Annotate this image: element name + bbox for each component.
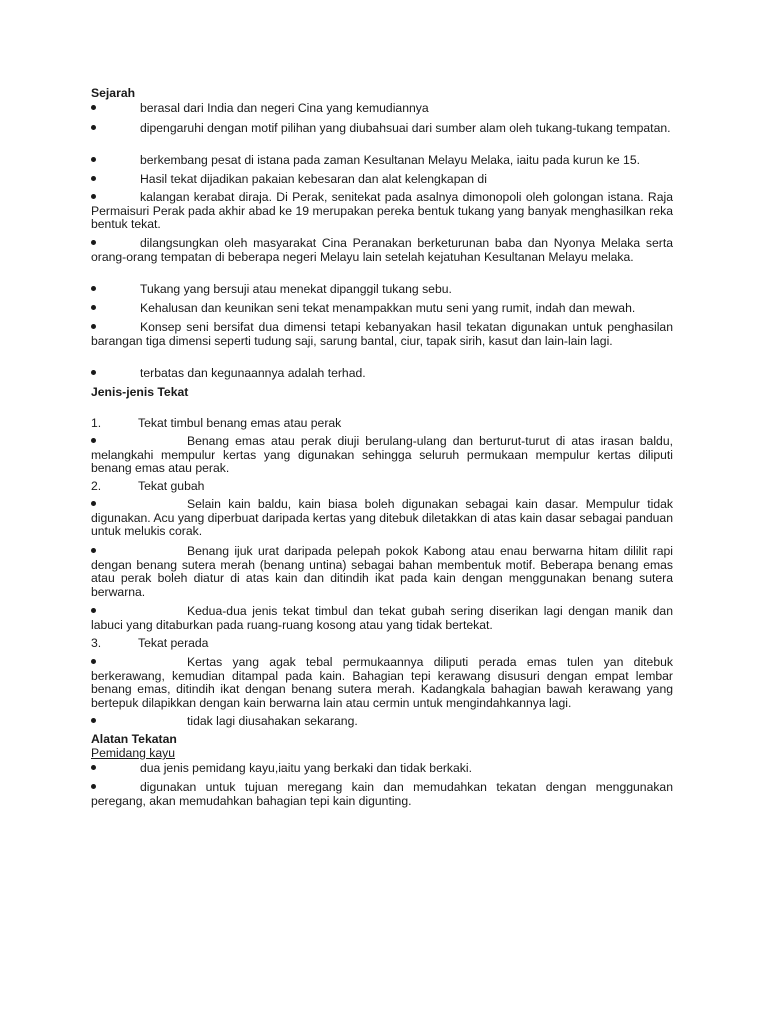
bullet-icon [91,105,96,110]
bullet-icon [91,718,96,723]
numbered-heading: 3. Tekat perada [91,636,209,650]
list-item: Kedua-dua jenis tekat timbul dan tekat gubah sering diserikan lagi dengan manik dan labuci yang ditaburkan pada ruang-ruang kosong atau yang tidak bertekat. [91,604,673,632]
list-item: Benang ijuk urat daripada pelepah pokok Kabong atau enau berwarna hitam dililit rapi dengan benang sutera merah (benang untina) sebagai bahan membentuk motif. Beberapa benang emas atau perak boleh diatur di atas kain dan ditindih ikat pada kain dengan menggunakan benang sutera berwarna. [91,544,673,599]
list-item: dua jenis pemidang kayu,iaitu yang berkaki dan tidak berkaki. [91,762,673,776]
list-item: Benang emas atau perak diuji berulang-ulang dan berturut-turut di atas irasan baldu, melangkahi mempulur kertas yang digunakan sehingga seluruh permukaan mempulur kertas diliputi benang emas atau perak. [91,434,673,476]
list-item: Konsep seni bersifat dua dimensi tetapi kebanyakan hasil tekatan digunakan untuk penghasilan barangan tiga dimensi seperti tudung saji, sarung bantal, ciur, tapak sirih, kasut dan lain-lain lagi. [91,320,673,348]
bullet-icon [91,438,96,443]
subsection-title-pemidang-kayu: Pemidang kayu [91,746,176,760]
list-item: Kehalusan dan keunikan seni tekat menampakkan mutu seni yang rumit, indah dan mewah. [91,302,673,316]
list-item: dipengaruhi dengan motif pilihan yang diubahsuai dari sumber alam oleh tukang-tukang tempatan. [91,122,673,136]
list-item: kalangan kerabat diraja. Di Perak, senitekat pada asalnya dimonopoli oleh golongan istana. Raja Permaisuri Perak pada akhir abad ke 19 merupakan pereka bentuk tukang yang banyak menghasilkan reka bentuk tekat. [91,190,673,232]
list-item: Kertas yang agak tebal permukaannya diliputi perada emas tulen yan ditebuk berkerawang, kemudian ditampal pada kain. Bahagian tepi kerawang disusuri dengan empat lembar benang emas, ditindih ikat dengan benang sutera merah. Kadangkala bahagian bawah kerawang yang bertepuk dilapikkan dengan kain berwarna lain atau cermin untuk mengindahkannya lagi. [91,655,673,710]
section-title-sejarah: Sejarah [91,86,136,100]
list-item: tidak lagi diusahakan sekarang. [91,715,673,729]
list-item: berasal dari India dan negeri Cina yang kemudiannya [91,102,673,116]
list-item: berkembang pesat di istana pada zaman Kesultanan Melayu Melaka, iaitu pada kurun ke 15. [91,154,673,168]
bullet-icon [91,176,96,181]
list-item: Hasil tekat dijadikan pakaian kebesaran dan alat kelengkapan di [91,173,673,187]
bullet-icon [91,240,96,245]
bullet-icon [91,305,96,310]
bullet-icon [91,324,96,329]
list-item: dilangsungkan oleh masyarakat Cina Peranakan berketurunan baba dan Nyonya Melaka serta orang-orang tempatan di beberapa negeri Melayu lain setelah kejatuhan Kesultanan Melayu melaka. [91,236,673,264]
list-item: Selain kain baldu, kain biasa boleh digunakan sebagai kain dasar. Mempulur tidak digunakan. Acu yang diperbuat daripada kertas yang ditebuk diletakkan di atas kain dasar sebagai panduan untuk melukis corak. [91,497,673,539]
bullet-icon [91,157,96,162]
bullet-icon [91,608,96,613]
bullet-icon [91,784,96,789]
bullet-icon [91,125,96,130]
numbered-heading: 1. Tekat timbul benang emas atau perak [91,416,342,430]
bullet-icon [91,548,96,553]
bullet-icon [91,659,96,664]
list-item: Tukang yang bersuji atau menekat dipanggil tukang sebu. [91,283,673,297]
list-item: terbatas dan kegunaannya adalah terhad. [91,367,673,381]
bullet-icon [91,194,96,199]
list-item: digunakan untuk tujuan meregang kain dan memudahkan tekatan dengan menggunakan peregang, akan memudahkan bahagian tepi kain digunting. [91,780,673,808]
bullet-icon [91,370,96,375]
bullet-icon [91,286,96,291]
section-title-alatan-tekatan: Alatan Tekatan [91,732,177,746]
bullet-icon [91,501,96,506]
bullet-icon [91,765,96,770]
section-title-jenis-jenis-tekat: Jenis-jenis Tekat [91,385,189,399]
numbered-heading: 2. Tekat gubah [91,479,205,493]
